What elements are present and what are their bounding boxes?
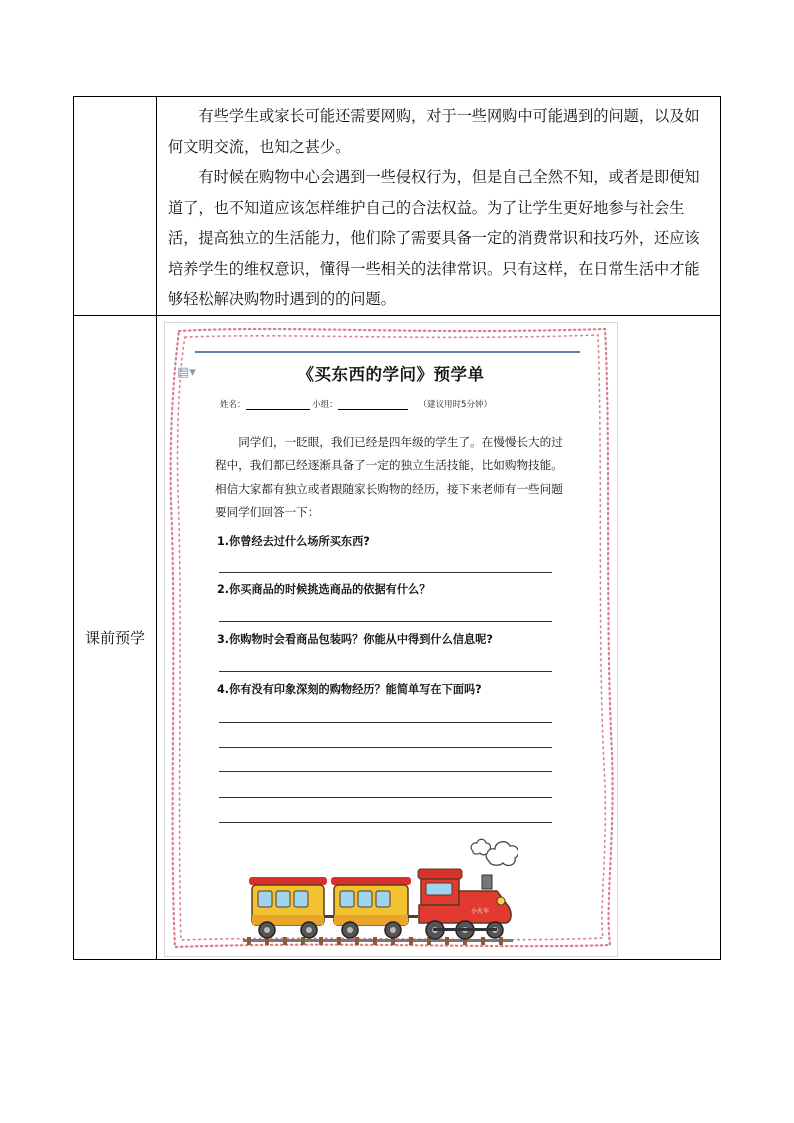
document-icon: ▤▾ (177, 365, 196, 380)
intro-text: 同学们，一眨眼，我们已经是四年级的学生了。在慢慢长大的过程中，我们都已经逐渐具备了一定的独立生活技能，比如购物技能。相信大家都有独立或者跟随家长购物的经历，接下来老师有一些问题要同学们回答一下： (215, 435, 563, 519)
time-note: （建议用时5分钟） (418, 400, 492, 410)
preview-worksheet (164, 322, 618, 957)
paragraph-consumer-rights: 有时候在购物中心会遇到一些侵权行为，但是自己全然不知，或者是即便知道了，也不知道应该怎样维护自己的合法权益。为了让学生更好地参与社会生活，提高独立的生活能力，他们除了需要具备一定的消费常识和技巧外，还应该培养学生的维权意识，懂得一些相关的法律常识。只有这样，在日常生活中才能够轻松解决购物时遇到的的问题。 (168, 168, 700, 308)
design-rationale-text (168, 101, 713, 315)
worksheet-title: 《买东西的学问》预学单 (297, 365, 485, 384)
student-info-line (220, 398, 492, 410)
answer-line[interactable] (219, 671, 552, 672)
paragraph-online-shopping: 有些学生或家长可能还需要网购，对于一些网购中可能遇到的问题，以及如何文明交流，也知之甚少。 (168, 107, 700, 156)
row-label-preview (74, 316, 156, 959)
train-illustration (243, 835, 518, 950)
row-label-text: 课前预学 (84, 629, 145, 647)
worksheet-intro (215, 431, 565, 524)
question-4: 4.你有没有印象深刻的购物经历？能简单写在下面吗? (217, 683, 482, 696)
lesson-table (73, 96, 721, 960)
answer-line[interactable] (219, 747, 552, 748)
question-1: 1.你曾经去过什么场所买东西? (217, 535, 370, 548)
answer-line[interactable] (219, 621, 552, 622)
answer-line[interactable] (219, 722, 552, 723)
answer-line[interactable] (219, 771, 552, 772)
carriage-1 (249, 877, 327, 938)
column-divider (156, 97, 157, 959)
locomotive (418, 839, 518, 939)
question-3: 3.你购物时会看商品包装吗？你能从中得到什么信息呢? (217, 633, 493, 646)
name-blank[interactable] (246, 399, 310, 410)
carriage-2 (331, 877, 411, 938)
answer-line[interactable] (219, 822, 552, 823)
answer-line[interactable] (219, 572, 552, 573)
name-label: 姓名： (220, 400, 246, 410)
question-2: 2.你买商品的时候挑选商品的依据有什么？ (217, 583, 431, 596)
answer-line[interactable] (219, 797, 552, 798)
group-label: 小组： (312, 400, 338, 410)
row-divider (74, 315, 720, 316)
group-blank[interactable] (338, 399, 408, 410)
train-label: 小火车 (471, 908, 490, 915)
title-rule (195, 351, 580, 353)
